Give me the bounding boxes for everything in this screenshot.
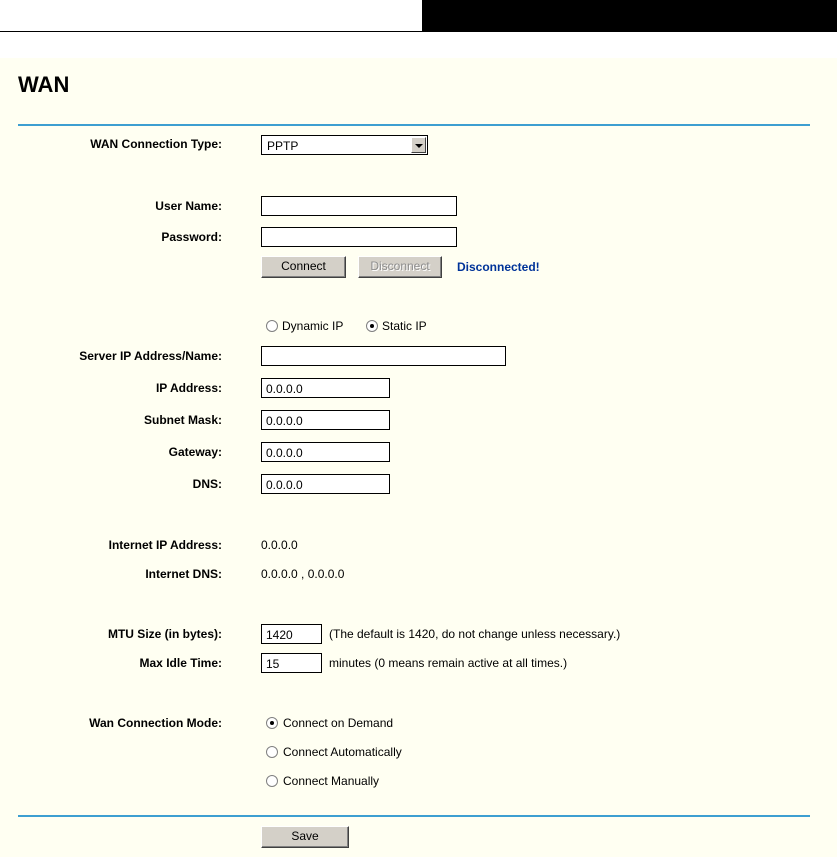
disconnect-button[interactable]: Disconnect (358, 256, 442, 278)
wan-type-label: WAN Connection Type: (90, 137, 222, 151)
dns-label: DNS: (192, 477, 222, 491)
server-label: Server IP Address/Name: (79, 349, 222, 363)
wan-type-select[interactable] (261, 135, 428, 155)
ip-address-input[interactable]: 0.0.0.0 (261, 378, 390, 398)
static-ip-label: Static IP (382, 319, 427, 333)
internet-dns-label: Internet DNS: (145, 567, 222, 581)
header-black-bar (422, 0, 837, 31)
ip-address-label: IP Address: (155, 381, 222, 395)
connection-status: Disconnected! (457, 260, 540, 274)
username-label: User Name: (155, 199, 222, 213)
password-label: Password: (161, 230, 222, 244)
page-title: WAN (18, 72, 70, 97)
connect-automatically-label: Connect Automatically (283, 745, 402, 759)
mtu-hint: (The default is 1420, do not change unless necessary.) (329, 627, 621, 641)
dynamic-ip-radio[interactable] (266, 320, 278, 332)
password-input[interactable] (261, 227, 457, 247)
connect-on-demand-label: Connect on Demand (283, 716, 394, 730)
internet-dns-value: 0.0.0.0 , 0.0.0.0 (261, 567, 345, 581)
save-button[interactable]: Save (261, 826, 349, 848)
bottom-divider (18, 815, 810, 817)
mtu-label: MTU Size (in bytes): (107, 627, 222, 641)
chevron-down-icon[interactable] (411, 137, 426, 153)
gateway-label: Gateway: (168, 445, 222, 459)
connect-manually-radio[interactable] (266, 775, 278, 787)
subnet-mask-label: Subnet Mask: (143, 413, 222, 427)
mtu-input[interactable]: 1420 (261, 624, 322, 644)
idle-input[interactable]: 15 (261, 653, 322, 673)
top-divider (18, 124, 810, 126)
wan-type-value: PPTP (267, 139, 299, 153)
dynamic-ip-label: Dynamic IP (282, 319, 344, 333)
header-rule (0, 31, 837, 32)
idle-label: Max Idle Time: (139, 656, 222, 670)
internet-ip-label: Internet IP Address: (108, 538, 222, 552)
dns-input[interactable]: 0.0.0.0 (261, 474, 390, 494)
static-ip-radio[interactable] (366, 320, 378, 332)
username-input[interactable] (261, 196, 457, 216)
connect-on-demand-radio[interactable] (266, 717, 278, 729)
content-panel (0, 58, 837, 857)
idle-hint: minutes (0 means remain active at all times.) (329, 656, 568, 670)
internet-ip-value: 0.0.0.0 (261, 538, 298, 552)
gateway-input[interactable]: 0.0.0.0 (261, 442, 390, 462)
connect-automatically-radio[interactable] (266, 746, 278, 758)
connect-button[interactable]: Connect (261, 256, 346, 278)
connect-manually-label: Connect Manually (283, 774, 380, 788)
server-input[interactable] (261, 346, 506, 366)
subnet-mask-input[interactable]: 0.0.0.0 (261, 410, 390, 430)
conn-mode-label: Wan Connection Mode: (89, 716, 222, 730)
